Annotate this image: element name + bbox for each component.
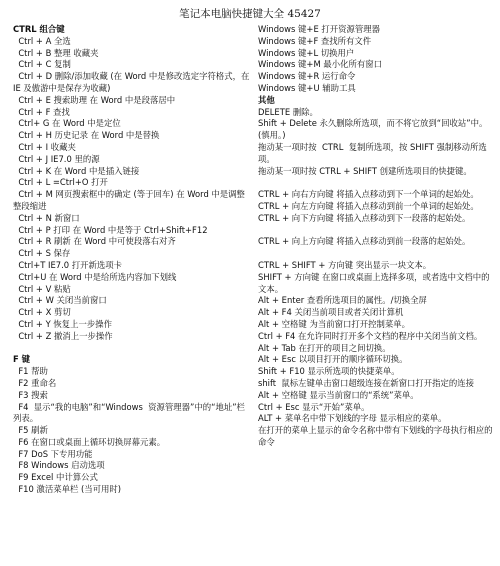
section-heading: 其他	[258, 94, 275, 105]
shortcut-line: Ctrl + E 搜索助理 在 Word 中是段落居中	[13, 94, 176, 105]
shortcut-line: Alt + Tab 在打开的项目之间切换。	[258, 342, 391, 353]
shortcut-line	[258, 177, 494, 189]
shortcut-line: Windows 键+U 辅助工具	[258, 82, 356, 93]
shortcut-line: Windows 键+R 运行命令	[258, 71, 356, 82]
shortcut-line: Ctrl + F4 在允许同时打开多个文档的程序中关闭当前文档。	[258, 330, 483, 341]
shortcut-line: Ctrl + R 刷新 在 Word 中可使段落右对齐	[13, 236, 176, 247]
shortcut-line: Alt + Enter 查看所选项目的属性。/切换全屏	[258, 295, 427, 306]
shortcut-line: Ctrl+ G 在 Word 中是定位	[13, 118, 121, 129]
shortcut-line: Ctrl + Esc 显示“开始”菜单。	[258, 401, 370, 412]
shortcut-line: Alt + 空格键 显示当前窗口的“系统”菜单。	[258, 389, 419, 400]
shortcut-line: 在打开的菜单上显示的命令名称中带有下划线的字母执行相应的命令	[258, 425, 493, 447]
shortcut-line: Alt + 空格键 为当前窗口打开控制菜单。	[258, 318, 410, 329]
shortcut-line: Ctrl + X 剪切	[13, 307, 71, 318]
shortcut-line	[258, 248, 494, 260]
shortcut-line: CTRL + 向下方向键 将插入点移动到下一段落的起始处。	[258, 212, 471, 223]
shortcut-line: Ctrl + I 收藏夹	[13, 141, 76, 152]
shortcut-line: Ctrl + N 新窗口	[13, 212, 80, 223]
section-heading: F 键	[13, 354, 31, 365]
shortcut-line: ALT + 菜单名中带下划线的字母 显示相应的菜单。	[258, 413, 447, 424]
section-heading: CTRL 组合键	[13, 24, 65, 34]
shortcut-line: Ctrl + L =Ctrl+O 打开	[13, 177, 108, 188]
shortcut-line: F3 搜索	[13, 389, 48, 400]
shortcut-line: Ctrl + S 保存	[13, 248, 71, 259]
shortcut-line: 拖动某一项时按 CTRL 复制所选项，按 SHIFT 强制移动所选项。	[258, 141, 487, 164]
shortcut-line: Ctrl + P 打印 在 Word 中是等于 Ctrl+Shift+F12	[13, 224, 208, 235]
shortcut-line: 拖动某一项时按 CTRL + SHIFT 创建所选项目的快捷键。	[258, 165, 472, 176]
shortcut-line: F4 显示“我的电脑”和“Windows 资源管理器”中的“地址”栏列表。	[13, 401, 245, 424]
shortcut-line	[13, 343, 253, 355]
shortcut-line: shift 鼠标左键单击窗口超级连接在新窗口打开指定的连接	[258, 377, 475, 388]
shortcut-line: F10 激活菜单栏 (当可用时)	[13, 484, 122, 495]
shortcut-line: Ctrl + D 删除/添加收藏 (在 Word 中是修改选定字符格式，在 IE 及傲游中是保存为收藏)	[13, 71, 253, 93]
shortcut-line: Ctrl + C 复制	[13, 59, 71, 70]
shortcut-line: SHIFT + 方向键 在窗口或桌面上选择多项，或者选中文档中的文本。	[258, 271, 490, 294]
shortcut-line: CTRL + 向左方向键 将插入点移动到前一个单词的起始处。	[258, 200, 479, 211]
shortcut-line: Windows 键+M 最小化所有窗口	[258, 59, 382, 70]
shortcut-line: CTRL + 向右方向键 将插入点移动到下一个单词的起始处。	[258, 189, 479, 200]
shortcut-line: CTRL + SHIFT + 方向键 突出显示一块文本。	[258, 259, 432, 270]
shortcut-line: Ctrl + K 在 Word 中是插入链接	[13, 165, 140, 176]
shortcut-line: Windows 键+E 打开资源管理器	[258, 24, 381, 34]
shortcut-line: F2 重命名	[13, 377, 57, 388]
shortcut-line: F1 帮助	[13, 366, 48, 377]
shortcut-line: Ctrl + Y 恢复上一步操作	[13, 318, 112, 329]
shortcut-line: Ctrl + H 历史记录 在 Word 中是替换	[13, 130, 160, 141]
shortcut-line: Ctrl + Z 撤消上一步操作	[13, 330, 113, 341]
shortcut-line: Ctrl + V 粘贴	[13, 283, 71, 294]
document-title: 笔记本电脑快捷键大全 45427	[179, 8, 321, 20]
shortcut-line: Ctrl + W 关闭当前窗口	[13, 295, 107, 306]
shortcut-line: DELETE 删除。	[258, 106, 318, 117]
shortcut-line: F5 刷新	[13, 425, 48, 436]
shortcut-line: Ctrl + J IE7.0 里的源	[13, 153, 100, 164]
shortcut-line: F9 Excel 中计算公式	[13, 472, 98, 483]
shortcut-line: Windows 键+F 查找所有文件	[258, 35, 372, 46]
shortcut-line: Ctrl + M 网页搜索框中的确定 (等于回车) 在 Word 中是调整整段缩进	[13, 189, 245, 211]
shortcut-line: Ctrl+T IE7.0 打开新选项卡	[13, 259, 123, 270]
shortcut-line: F7 DoS 下专用功能	[13, 448, 93, 459]
shortcut-line: Ctrl + B 整理 收藏夹	[13, 47, 99, 58]
shortcut-line: Shift + F10 显示所选项的快捷菜单。	[258, 366, 400, 377]
shortcut-line: Alt + Esc 以项目打开的顺序循环切换。	[258, 354, 408, 365]
shortcut-line: Alt + F4 关闭当前项目或者关闭计算机	[258, 307, 404, 318]
shortcut-line: Ctrl + F 查找	[13, 106, 70, 117]
right-column	[258, 24, 494, 449]
shortcut-line: CTRL + 向上方向键 将插入点移动到前一段落的起始处。	[258, 236, 471, 247]
shortcut-line: Ctrl+U 在 Word 中是给所选内容加下划线	[13, 271, 177, 282]
shortcut-line: F8 Windows 启动选项	[13, 460, 105, 471]
left-column	[13, 24, 253, 496]
shortcut-line: F6 在窗口或桌面上循环切换屏幕元素。	[13, 436, 166, 447]
shortcut-line: Windows 键+L 切换用户	[258, 47, 355, 58]
shortcut-line: Ctrl + A 全选	[13, 35, 71, 46]
shortcut-line: Shift + Delete 永久删除所选项，而不将它放到“回收站”中。 (慎用。)	[258, 118, 491, 141]
shortcut-line	[258, 225, 494, 237]
